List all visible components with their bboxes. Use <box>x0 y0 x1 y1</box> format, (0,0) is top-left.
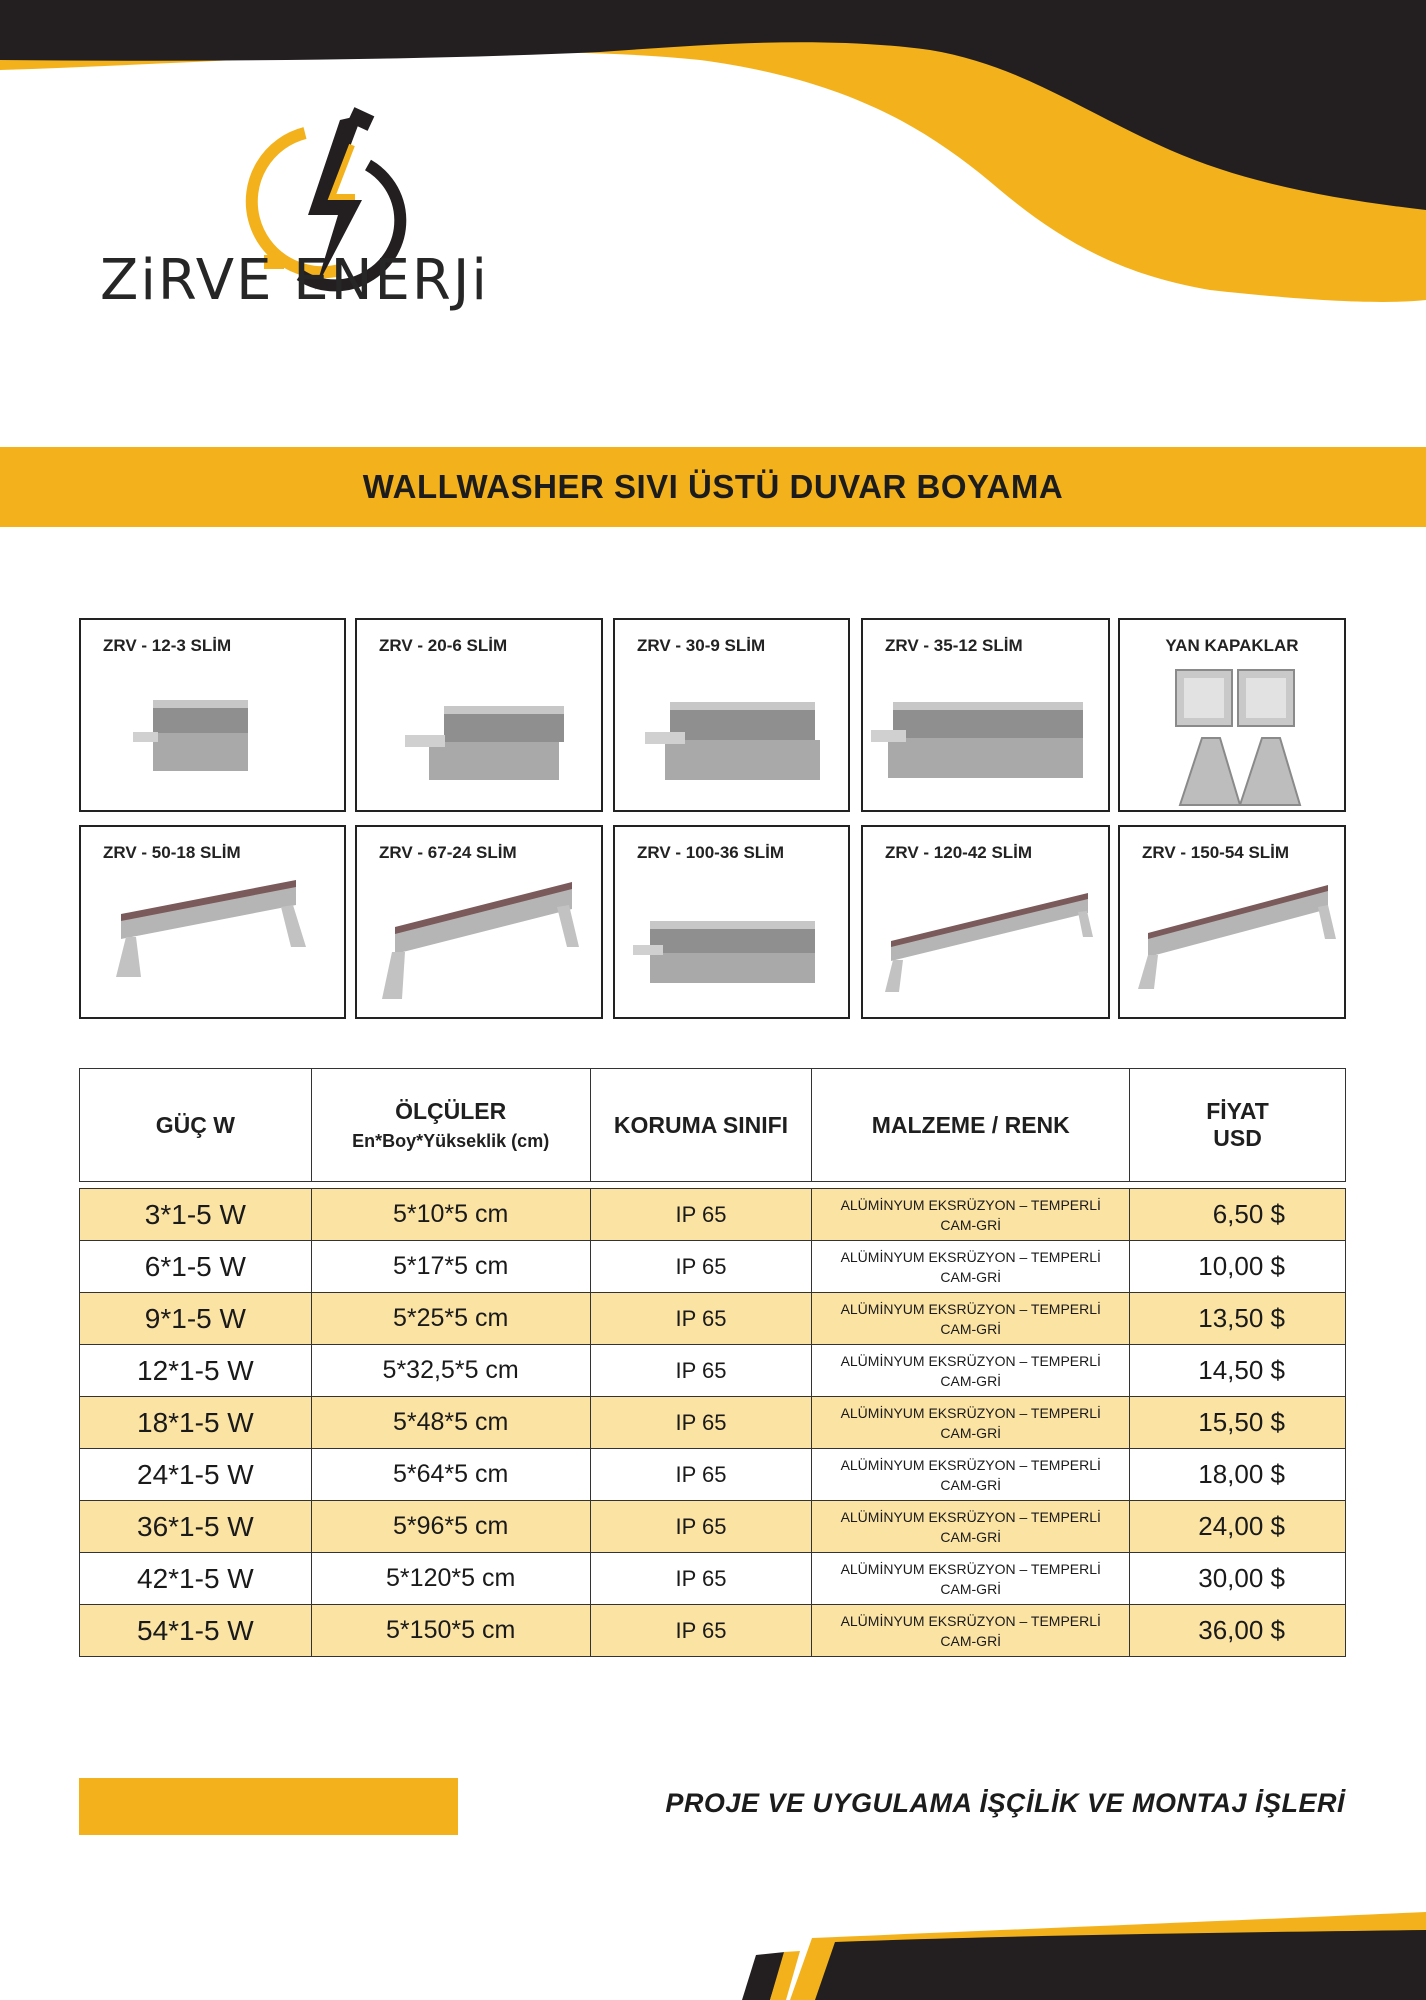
bar-with-brackets-icon <box>357 827 601 1017</box>
product-card <box>355 825 603 1019</box>
product-card <box>79 825 346 1019</box>
brand-name: ZiRVE ENERJi <box>100 248 489 313</box>
material-line2: CAM-GRİ <box>940 1528 1002 1545</box>
header-dimensions-sub: En*Boy*Yükseklik (cm) <box>352 1131 550 1151</box>
material-line2: CAM-GRİ <box>940 1372 1002 1389</box>
power-cell: 9*1-5 W <box>80 1293 312 1345</box>
protection-cell: IP 65 <box>590 1241 812 1293</box>
product-label: YAN KAPAKLAR <box>1165 636 1299 655</box>
dimensions-cell: 5*10*5 cm <box>311 1189 590 1241</box>
product-label: ZRV - 150-54 SLİM <box>1142 843 1290 862</box>
dimensions-cell: 5*48*5 cm <box>311 1397 590 1449</box>
table-row <box>80 1189 1346 1241</box>
footer-accent-bar <box>79 1778 458 1835</box>
protection-cell: IP 65 <box>590 1501 812 1553</box>
material-line2: CAM-GRİ <box>940 1268 1002 1285</box>
protection-cell: IP 65 <box>590 1293 812 1345</box>
material-line2: CAM-GRİ <box>940 1216 1002 1233</box>
power-cell: 12*1-5 W <box>80 1345 312 1397</box>
table-row <box>80 1241 1346 1293</box>
material-cell <box>812 1553 1130 1605</box>
material-cell <box>812 1189 1130 1241</box>
slim-profile-icon <box>357 620 601 810</box>
protection-cell: IP 65 <box>590 1345 812 1397</box>
title-band <box>0 447 1426 527</box>
header-material: MALZEME / RENK <box>812 1069 1130 1182</box>
product-label: ZRV - 100-36 SLİM <box>637 843 785 862</box>
table-row <box>80 1449 1346 1501</box>
protection-cell: IP 65 <box>590 1397 812 1449</box>
product-card <box>861 825 1110 1019</box>
product-card <box>1118 618 1346 812</box>
price-cell: 10,00 $ <box>1130 1241 1346 1293</box>
bar-with-brackets-icon <box>863 827 1108 1017</box>
power-cell: 36*1-5 W <box>80 1501 312 1553</box>
price-cell: 6,50 $ <box>1130 1189 1346 1241</box>
power-cell: 18*1-5 W <box>80 1397 312 1449</box>
power-cell: 42*1-5 W <box>80 1553 312 1605</box>
price-cell: 14,50 $ <box>1130 1345 1346 1397</box>
product-card <box>79 618 346 812</box>
dimensions-cell: 5*120*5 cm <box>311 1553 590 1605</box>
material-line2: CAM-GRİ <box>940 1320 1002 1337</box>
protection-cell: IP 65 <box>590 1189 812 1241</box>
slim-profile-icon <box>863 620 1108 810</box>
material-cell <box>812 1501 1130 1553</box>
product-label: ZRV - 20-6 SLİM <box>379 636 508 655</box>
material-line1: ALÜMİNYUM EKSRÜZYON – TEMPERLİ <box>840 1196 1101 1213</box>
material-line2: CAM-GRİ <box>940 1580 1002 1597</box>
price-cell: 18,00 $ <box>1130 1449 1346 1501</box>
protection-cell: IP 65 <box>590 1449 812 1501</box>
material-cell <box>812 1449 1130 1501</box>
product-card <box>1118 825 1346 1019</box>
power-cell: 24*1-5 W <box>80 1449 312 1501</box>
material-line1: ALÜMİNYUM EKSRÜZYON – TEMPERLİ <box>840 1300 1101 1317</box>
product-card <box>613 825 850 1019</box>
table-row <box>80 1501 1346 1553</box>
power-cell: 54*1-5 W <box>80 1605 312 1657</box>
material-line1: ALÜMİNYUM EKSRÜZYON – TEMPERLİ <box>840 1352 1101 1369</box>
material-cell <box>812 1293 1130 1345</box>
dimensions-cell: 5*32,5*5 cm <box>311 1345 590 1397</box>
header-protection: KORUMA SINIFI <box>590 1069 812 1182</box>
material-line1: ALÜMİNYUM EKSRÜZYON – TEMPERLİ <box>840 1508 1101 1525</box>
product-label: ZRV - 120-42 SLİM <box>885 843 1033 862</box>
product-label: ZRV - 12-3 SLİM <box>103 636 232 655</box>
protection-cell: IP 65 <box>590 1605 812 1657</box>
page-title: WALLWASHER SIVI ÜSTÜ DUVAR BOYAMA <box>362 468 1064 505</box>
price-cell: 24,00 $ <box>1130 1501 1346 1553</box>
material-line1: ALÜMİNYUM EKSRÜZYON – TEMPERLİ <box>840 1248 1101 1265</box>
slim-profile-icon <box>615 827 848 1017</box>
dimensions-cell: 5*25*5 cm <box>311 1293 590 1345</box>
table-row <box>80 1293 1346 1345</box>
material-line1: ALÜMİNYUM EKSRÜZYON – TEMPERLİ <box>840 1612 1101 1629</box>
table-row <box>80 1605 1346 1657</box>
material-line2: CAM-GRİ <box>940 1424 1002 1441</box>
material-line2: CAM-GRİ <box>940 1476 1002 1493</box>
material-line1: ALÜMİNYUM EKSRÜZYON – TEMPERLİ <box>840 1456 1101 1473</box>
price-cell: 15,50 $ <box>1130 1397 1346 1449</box>
product-card <box>613 618 850 812</box>
table-spacer <box>80 1182 1346 1189</box>
table-header-row <box>80 1069 1346 1182</box>
product-label: ZRV - 50-18 SLİM <box>103 843 241 862</box>
bar-with-brackets-icon <box>81 827 343 1017</box>
protection-cell: IP 65 <box>590 1553 812 1605</box>
header-dimensions: ÖLÇÜLER En*Boy*Yükseklik (cm) <box>311 1069 590 1182</box>
price-cell: 13,50 $ <box>1130 1293 1346 1345</box>
dimensions-cell: 5*150*5 cm <box>311 1605 590 1657</box>
header-price: FİYAT USD <box>1130 1069 1346 1182</box>
power-cell: 6*1-5 W <box>80 1241 312 1293</box>
dimensions-cell: 5*17*5 cm <box>311 1241 590 1293</box>
bar-with-brackets-icon <box>1120 827 1344 1017</box>
product-card <box>355 618 603 812</box>
slim-profile-icon <box>81 620 343 810</box>
product-label: ZRV - 67-24 SLİM <box>379 843 517 862</box>
price-table <box>79 1068 1346 1657</box>
material-cell <box>812 1345 1130 1397</box>
material-line1: ALÜMİNYUM EKSRÜZYON – TEMPERLİ <box>840 1404 1101 1421</box>
product-label: ZRV - 35-12 SLİM <box>885 636 1023 655</box>
material-line2: CAM-GRİ <box>940 1632 1002 1649</box>
header-power: GÜÇ W <box>80 1069 312 1182</box>
slim-profile-icon <box>615 620 848 810</box>
material-cell <box>812 1605 1130 1657</box>
product-label: ZRV - 30-9 SLİM <box>637 636 766 655</box>
table-row <box>80 1553 1346 1605</box>
dimensions-cell: 5*64*5 cm <box>311 1449 590 1501</box>
footer-stripes-decoration <box>0 1880 1426 2000</box>
table-row <box>80 1397 1346 1449</box>
product-card <box>861 618 1110 812</box>
price-cell: 30,00 $ <box>1130 1553 1346 1605</box>
price-cell: 36,00 $ <box>1130 1605 1346 1657</box>
material-cell <box>812 1241 1130 1293</box>
side-caps-icon <box>1120 620 1344 810</box>
footer-tagline: PROJE VE UYGULAMA İŞÇİLİK VE MONTAJ İŞLERİ <box>665 1788 1345 1818</box>
table-row <box>80 1345 1346 1397</box>
material-line1: ALÜMİNYUM EKSRÜZYON – TEMPERLİ <box>840 1560 1101 1577</box>
material-cell <box>812 1397 1130 1449</box>
power-cell: 3*1-5 W <box>80 1189 312 1241</box>
dimensions-cell: 5*96*5 cm <box>311 1501 590 1553</box>
